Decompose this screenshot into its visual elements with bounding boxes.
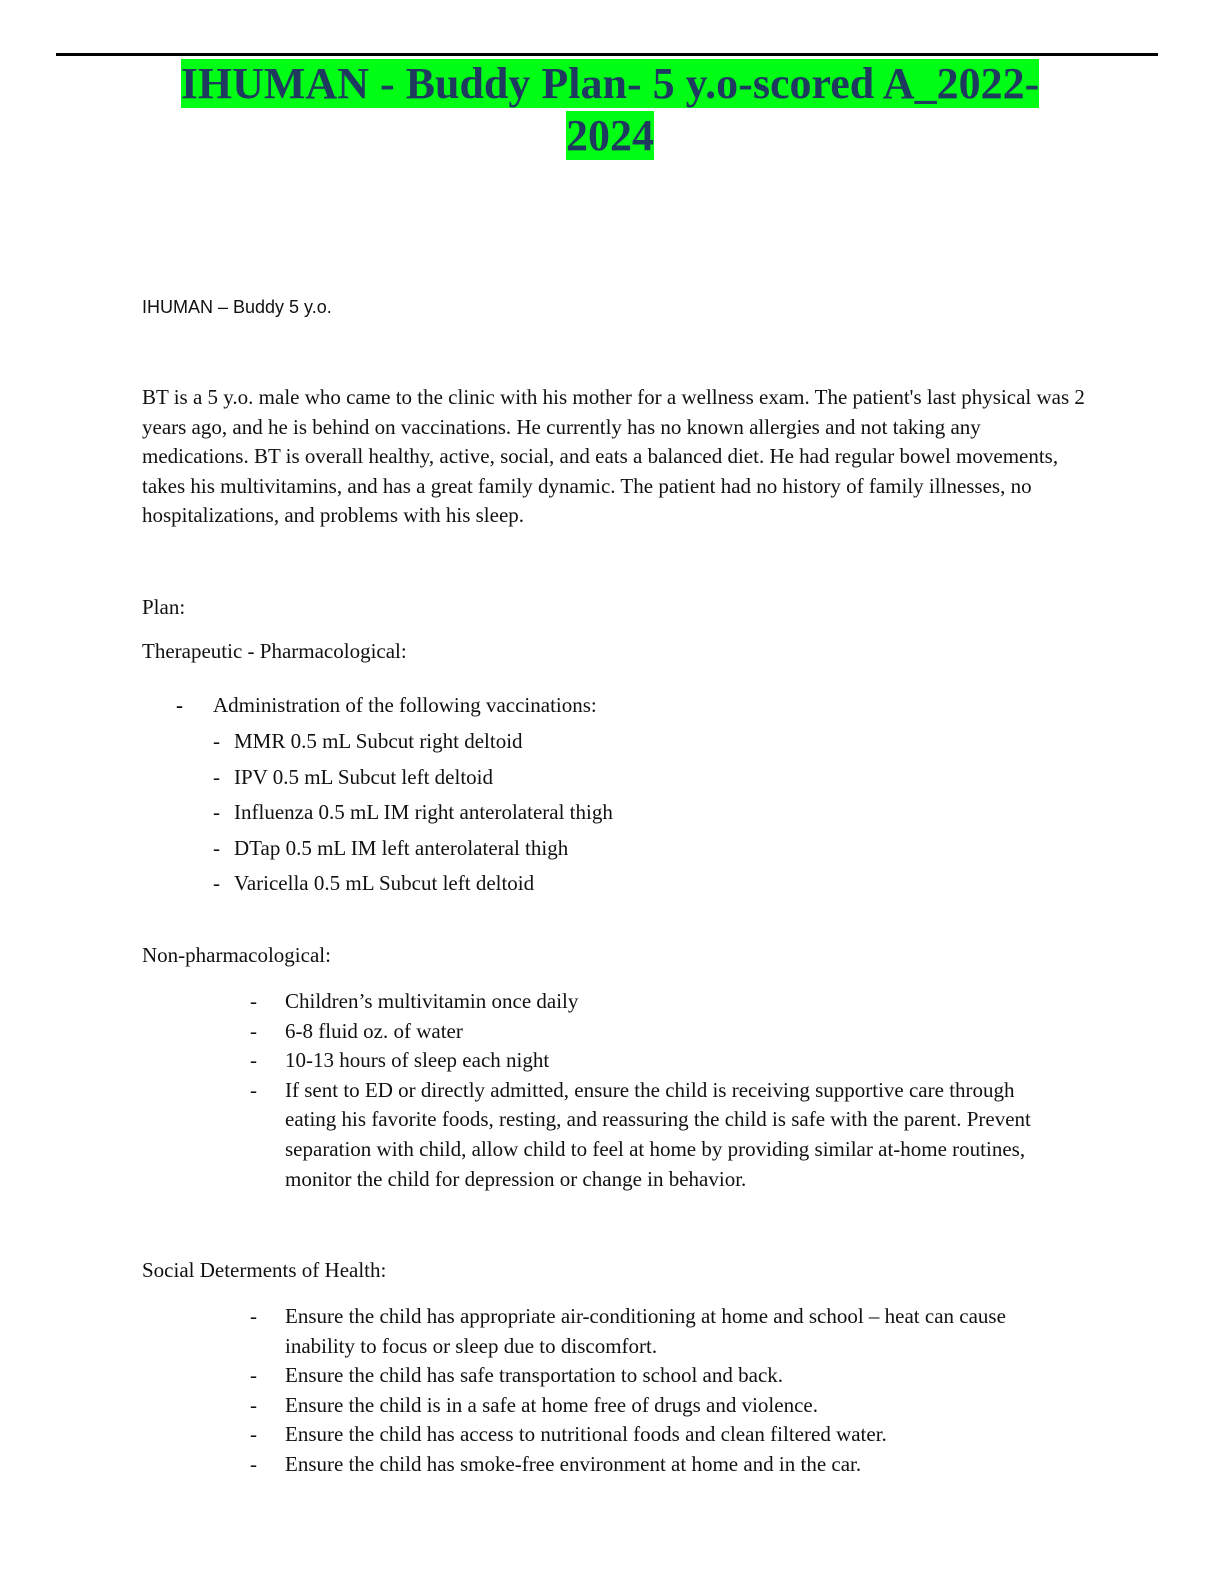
vaccination-item: Varicella 0.5 mL Subcut left deltoid: [234, 871, 535, 895]
list-item: [213, 764, 613, 800]
vaccination-intro-text: Administration of the following vaccinations:: [213, 693, 597, 717]
list-item-text: Ensure the child has smoke-free environment at home and in the car.: [285, 1451, 862, 1476]
list-item-text: Ensure the child has safe transportation to school and back.: [285, 1363, 784, 1388]
list-dash: -: [250, 1048, 257, 1073]
list-item: [213, 799, 613, 835]
document-title: [100, 58, 1120, 162]
vaccination-intro: [176, 692, 597, 718]
list-dash: -: [250, 1392, 257, 1417]
list-dash: -: [213, 764, 220, 789]
case-subheading: IHUMAN – Buddy 5 y.o.: [142, 297, 332, 317]
title-line-1: IHUMAN - Buddy Plan- 5 y.o-scored A_2022-: [180, 59, 1040, 108]
therapeutic-label: Therapeutic - Pharmacological:: [142, 639, 407, 663]
list-item: [213, 728, 613, 764]
list-item-text: If sent to ED or directly admitted, ensure the child is receiving supportive care through eating his favorite foods, resting, and reassuring the child is safe with the parent. Prevent separation with child, allow child to feel at home by providing similar at-home routines, monitor the child for depression or change in behavior.: [285, 1077, 1031, 1191]
vaccination-item: Influenza 0.5 mL IM right anterolateral thigh: [234, 800, 613, 824]
list-dash: -: [250, 1304, 257, 1328]
list-item: [250, 1302, 1070, 1361]
header-rule: [56, 53, 1158, 56]
list-dash: -: [213, 800, 220, 824]
vaccination-item: MMR 0.5 mL Subcut right deltoid: [234, 729, 523, 753]
list-item-text: Ensure the child is in a safe at home free of drugs and violence.: [285, 1392, 818, 1417]
list-item: [250, 1391, 1070, 1421]
list-item: [213, 835, 613, 871]
list-item-text: Ensure the child has access to nutritional foods and clean filtered water.: [285, 1422, 887, 1447]
non-pharmacological-list: [250, 987, 1070, 1194]
list-item: [213, 870, 613, 906]
list-item: [250, 1361, 1070, 1391]
title-line-2: 2024: [566, 111, 654, 160]
list-dash: -: [250, 1422, 257, 1447]
list-dash: -: [250, 989, 257, 1013]
list-item-text: 10-13 hours of sleep each night: [285, 1048, 550, 1073]
social-determinants-list: [250, 1302, 1070, 1480]
list-item-text: Ensure the child has appropriate air-conditioning at home and school – heat can cause inability to focus or sleep due to discomfort.: [285, 1304, 1006, 1358]
list-item: [250, 1076, 1070, 1194]
list-item: [250, 1017, 1070, 1047]
vaccination-list: [213, 728, 613, 906]
list-dash: -: [213, 729, 220, 753]
vaccination-item: DTap 0.5 mL IM left anterolateral thigh: [234, 835, 569, 860]
plan-label: Plan:: [142, 595, 186, 619]
list-item-text: 6-8 fluid oz. of water: [285, 1018, 463, 1043]
list-dash: -: [250, 1018, 257, 1043]
list-item: [250, 987, 1070, 1017]
list-dash: -: [213, 835, 220, 860]
list-item: [250, 1420, 1070, 1450]
non-pharmacological-label: Non-pharmacological:: [142, 943, 331, 967]
list-dash: -: [213, 871, 220, 895]
list-item: [250, 1450, 1070, 1480]
bullet-dash: -: [176, 693, 183, 717]
list-item: [250, 1046, 1070, 1076]
social-determinants-label: Social Determents of Health:: [142, 1258, 387, 1282]
list-dash: -: [250, 1077, 257, 1102]
list-dash: -: [250, 1451, 257, 1476]
list-dash: -: [250, 1363, 257, 1388]
list-item-text: Children’s multivitamin once daily: [285, 989, 579, 1013]
patient-summary: BT is a 5 y.o. male who came to the clinic with his mother for a wellness exam. The patient's last physical was 2 years ago, and he is behind on vaccinations. He currently has no known allergies and not taking any medications. BT is overall healthy, active, social, and eats a balanced diet. He had regular bowel movements, takes his multivitamins, and has a great family dynamic. The patient had no history of family illnesses, no hospitalizations, and problems with his sleep.: [142, 385, 1085, 528]
vaccination-item: IPV 0.5 mL Subcut left deltoid: [234, 764, 493, 789]
